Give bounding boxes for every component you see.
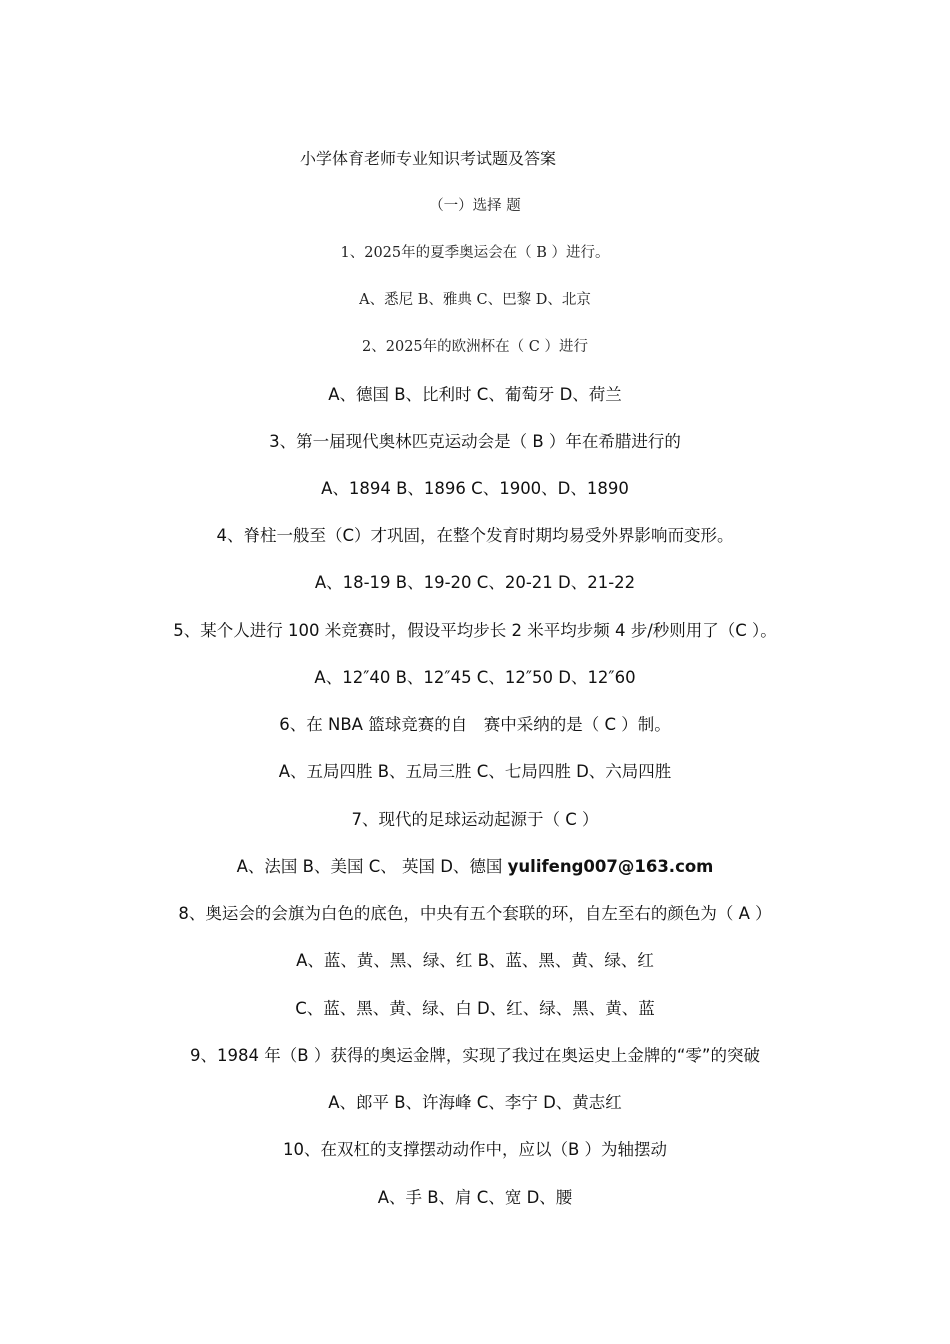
question-7-options-row [0,856,950,878]
page-title: 小学体育老师专业知识考试题及答案 [300,149,557,168]
question-3: 3、第一届现代奥林匹克运动会是（ B ）年在希腊进行的 [269,432,681,451]
question-4: 4、脊柱一般至（C）才巩固，在整个发育时期均易受外界影响而变形。 [216,526,734,545]
question-3-options: A、1894 B、1896 C、1900、D、1890 [321,479,629,498]
question-1: 1、2025年的夏季奥运会在（ B ）进行。 [340,245,610,261]
question-7-options: A、法国 B、美国 C、 英国 D、德国 [236,857,508,876]
question-10-options: A、手 B、肩 C、宽 D、腰 [377,1188,573,1207]
question-8-options-c: C、蓝、黑、黄、绿、白 D、红、绿、黑、黄、蓝 [295,999,655,1018]
question-2: 2、2025年的欧洲杯在（ C ）进行 [362,339,588,355]
question-9: 9、1984 年（B ）获得的奥运金牌，实现了我过在奥运史上金牌的“零”的突破 [190,1046,760,1065]
question-2-options: A、德国 B、比利时 C、葡萄牙 D、荷兰 [328,385,622,404]
question-4-options: A、18-19 B、19-20 C、20-21 D、21-22 [314,573,636,592]
question-5-options: A、12″40 B、12″45 C、12″50 D、12″60 [314,668,636,687]
question-5: 5、某个人进行 100 米竞赛时，假设平均步长 2 米平均步频 4 步/秒则用了（C ）。 [173,621,777,640]
question-8: 8、奥运会的会旗为白色的底色，中央有五个套联的环，自左至右的颜色为（ A ） [178,904,772,923]
question-1-options: A、悉尼 B、雅典 C、巴黎 D、北京 [359,292,591,308]
email-address: yulifeng007@163.com [507,857,714,876]
question-7: 7、现代的足球运动起源于（ C ） [351,810,599,829]
question-6: 6、在 NBA 篮球竞赛的自 赛中采纳的是（ C ）制。 [279,715,671,734]
question-10: 10、在双杠的支撑摆动动作中，应以（B ）为轴摆动 [282,1140,668,1159]
section-heading: （一）选择 题 [429,198,521,214]
question-6-options: A、五局四胜 B、五局三胜 C、七局四胜 D、六局四胜 [278,762,672,781]
question-9-options: A、郎平 B、许海峰 C、李宁 D、黄志红 [328,1093,622,1112]
question-8-options-a: A、蓝、黄、黑、绿、红 B、蓝、黑、黄、绿、红 [296,951,654,970]
